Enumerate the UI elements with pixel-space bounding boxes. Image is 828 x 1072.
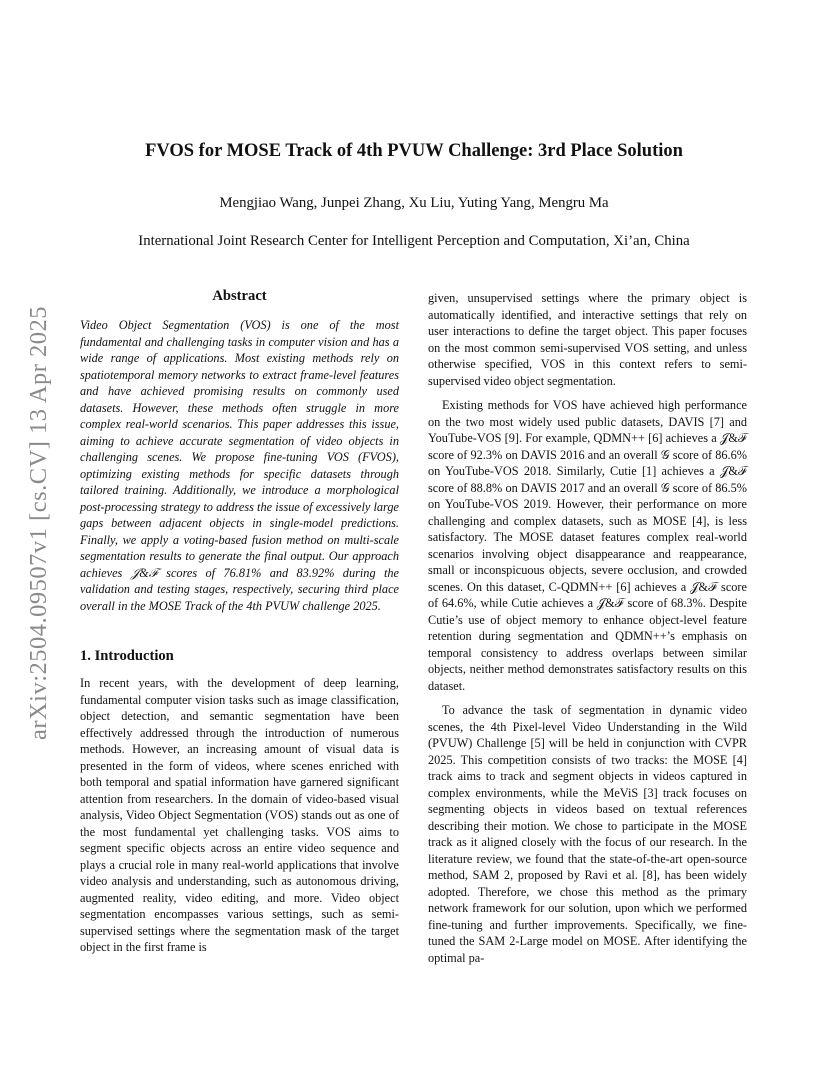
paper-affiliation: International Joint Research Center for Intelligent Perception and Computation, Xi’an, China bbox=[138, 233, 690, 249]
abstract-text: Video Object Segmentation (VOS) is one of the most fundamental and challenging tasks in computer vision and has a wide range of applications. Most existing methods rely on spatiotemporal memory networks to extract frame-level features and have achieved promising results on commonly used datasets. However, these methods often struggle in more complex real-world scenarios. This paper addresses this issue, aiming to achieve accurate segmentation of video objects in challenging scenes. We propose fine-tuning VOS (FVOS), optimizing existing methods for specific datasets through tailored training. Additionally, we introduce a morphological post-processing strategy to address the issue of excessively large gaps between adjacent objects in single-model predictions. Finally, we apply a voting-based fusion method on multi-scale segmentation results to generate the final output. Our approach achieves 𝒥&ℱ scores of 76.81% and 83.92% during the validation and testing stages, respectively, securing third place overall in the MOSE Track of the 4th PVUW challenge 2025. bbox=[80, 318, 399, 613]
right-column bbox=[428, 290, 747, 974]
paragraph-settings: given, unsupervised settings where the primary object is automatically identified, and interactive settings that rely on user interactions to define the target object. This paper focuses on the most common semi-supervised VOS setting, and unless otherwise specified, VOS in this context refers to semi-supervised video object segmentation. bbox=[428, 291, 747, 388]
paper-title: FVOS for MOSE Track of 4th PVUW Challenge: 3rd Place Solution bbox=[145, 141, 683, 161]
abstract-heading: Abstract bbox=[212, 288, 267, 304]
arxiv-stamp bbox=[22, 285, 56, 760]
arxiv-id: arXiv:2504.09507v1 [cs.CV] 13 Apr 2025 bbox=[25, 305, 52, 740]
left-column bbox=[80, 288, 399, 956]
paragraph-existing-methods: Existing methods for VOS have achieved high performance on the two most widely used public datasets, DAVIS [7] and YouTube-VOS [9]. For example, QDMN++ [6] achieves a 𝒥&ℱ score of 92.3% on DAVIS 2016 and an overall 𝒢 score of 86.6% on YouTube-VOS 2018. Similarly, Cutie [1] achieves a 𝒥&ℱ score of 88.8% on DAVIS 2017 and an overall 𝒢 score of 86.5% on YouTube-VOS 2019. However, their performance on more challenging and complex datasets, such as MOSE [4], is less satisfactory. The MOSE dataset features complex real-world scenarios involving object disappearance and reappearance, small or inconspicuous objects, severe occlusion, and crowded scenes. On this dataset, C-QDMN++ [6] achieves a 𝒥&ℱ score of 64.6%, while Cutie achieves a 𝒥&ℱ score of 68.3%. Despite Cutie’s use of object memory to enhance object-level feature retention during segmentation and QDMN++’s emphasis on temporal consistency to address overlaps between similar objects, neither method demonstrates satisfactory results on this dataset. bbox=[428, 398, 747, 693]
paragraph-challenge: To advance the task of segmentation in dynamic video scenes, the 4th Pixel-level Video Understanding in the Wild (PVUW) Challenge [5] will be held in conjunction with CVPR 2025. This competition consists of two tracks: the MOSE [4] track aims to track and segment objects in videos captured in complex environments, while the MeViS [3] track focuses on segmenting objects in videos based on textual references describing their motion. We chose to participate in the MOSE track as it aligned closely with the focus of our research. In the literature review, we found that the state-of-the-art open-source method, SAM 2, proposed by Ravi et al. [8], has been widely adopted. Therefore, we chose this method as the primary network framework for our solution, upon which we performed fine-tuning and further improvements. Specifically, we fine-tuned the SAM 2-Large model on MOSE. After identifying the optimal pa- bbox=[428, 703, 747, 965]
introduction-heading: 1. Introduction bbox=[80, 648, 174, 664]
introduction-text: In recent years, with the development of deep learning, fundamental computer vision tasks such as image classification, object detection, and semantic segmentation have been effectively addressed through the introduction of numerous methods. However, an increasing amount of visual data is presented in the form of videos, where scenes enriched with both temporal and spatial information have garnered significant attention from researchers. In the domain of video-based visual analysis, Video Object Segmentation (VOS) stands out as one of the most fundamental yet challenging tasks. VOS aims to segment specific objects across an entire video sequence and plays a crucial role in many real-world applications that involve video analysis and understanding, such as autonomous driving, augmented reality, video editing, and more. Video object segmentation encompasses various settings, such as semi-supervised settings where the segmentation mask of the target object in the first frame is bbox=[80, 676, 399, 954]
paper-authors: Mengjiao Wang, Junpei Zhang, Xu Liu, Yuting Yang, Mengru Ma bbox=[219, 195, 609, 211]
